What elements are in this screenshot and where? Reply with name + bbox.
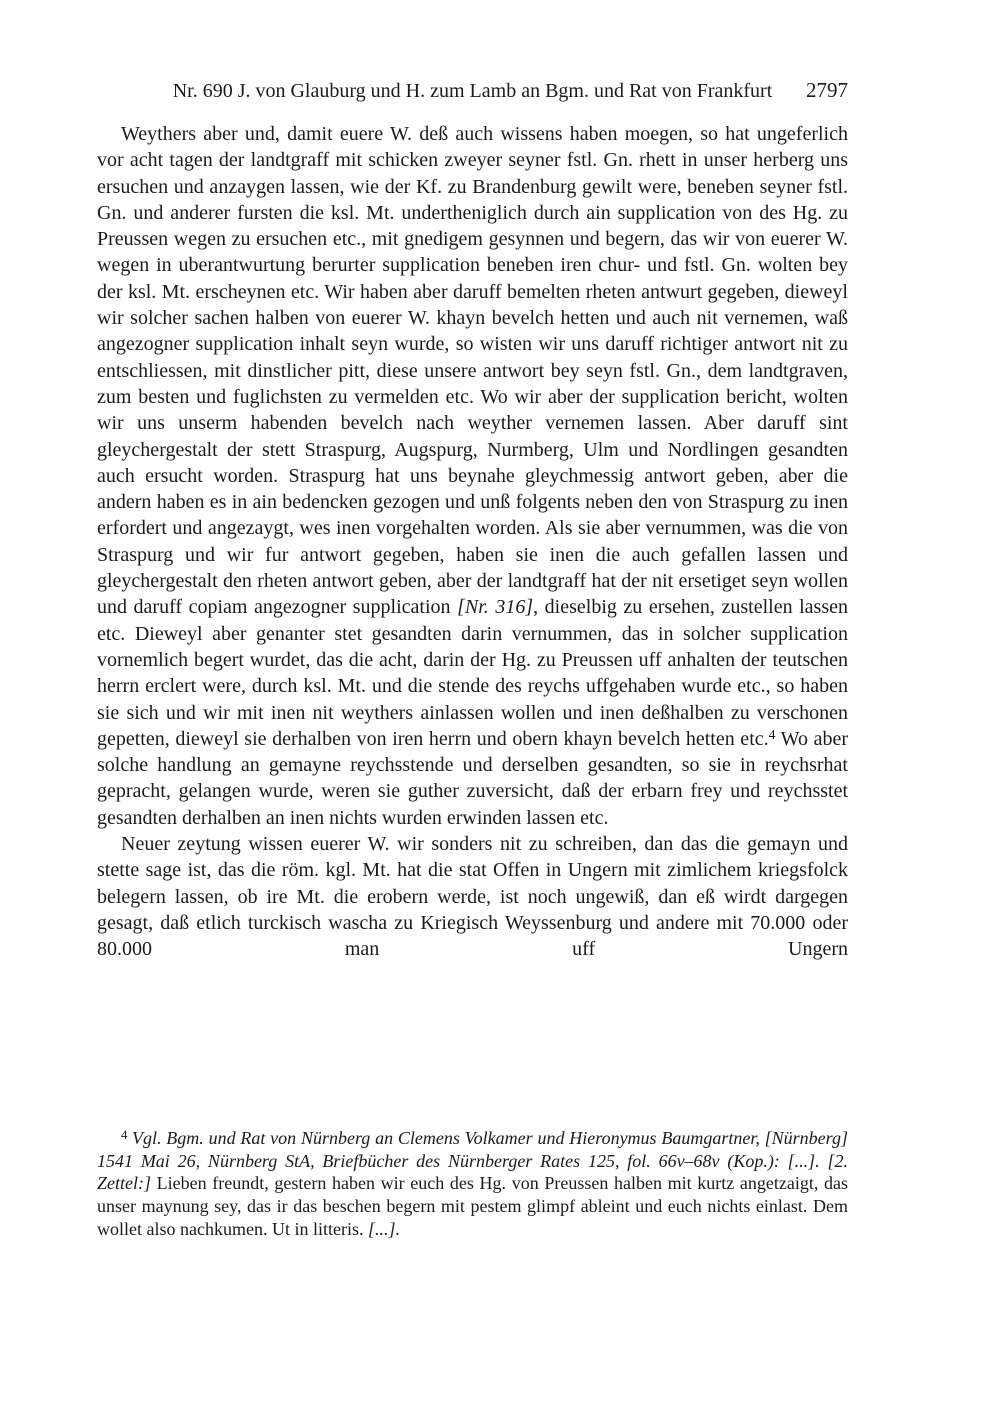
text-segment: Weythers aber und, damit euere W. deß auch wissens haben moegen, so hat ungeferlich vor acht tagen der landtgraff mit schicken zweyer seyner fstl. Gn. rhett in unser herberg uns ersuchen und anzaygen lassen, wie der Kf. zu Brandenburg gewilt were, beneben seyner fstl. Gn. und anderer fursten die ksl. Mt. undertheniglich durch ain supplication von des Hg. zu Preussen wegen zu ersuchen etc., mit gnedigem gesynnen und begern, das wir von euerer W. wegen in uberantwurtung berurter supplication beneben iren chur- und fstl. Gn. wolten bey der ksl. Mt. erscheynen etc. Wir haben aber daruff bemelten rheten antwurt gegeben, dieweyl wir solcher sachen halben von euerer W. khayn bevelch hetten und auch nit vernemen, waß angezogner supplication inhalt seyn wurde, so wisten wir uns daruff richtiger antwort nit zu entschliessen, mit dinstlicher pitt, diese unsere antwort bey seyn fstl. Gn., dem landtgraven, zum besten und fuglichsten zu vermelden etc. Wo wir aber der supplication bericht, wolten wir uns unserm habenden bevelch nach weyther vernemen lassen. Aber daruff sint gleychergestalt der stett Straspurg, Augspurg, Nurmberg, Ulm und Nordlingen gesandten auch ersucht worden. Straspurg hat uns beynahe gleychmessig antwort geben, aber die andern haben es in ain bedencken gezogen und unß folgents neben den von Straspurg zu inen erfordert und angezaygt, wes inen vorgehalten worden. Als sie aber vernummen, was die von Straspurg und wir fur antwort gegeben, haben sie inen die auch gefallen lassen und gleychergestalt den rheten antwort geben, aber der landtgraff hat der nit ersetiget seyn wollen und daruff copiam angezogner supplication	[97, 123, 848, 619]
footnote-reference: 4	[768, 726, 776, 742]
footnote-ellipsis: [...].	[367, 1218, 400, 1239]
paragraph-1	[97, 121, 848, 831]
citation-reference: [Nr. 316]	[457, 596, 534, 619]
running-head: Nr. 690 J. von Glauburg und H. zum Lamb an Bgm. und Rat von Frankfurt	[172, 80, 773, 102]
footnote-text: Lieben freundt, gestern haben wir euch des Hg. von Preussen halben mit kurtz angetzaigt, das unser maynung sey, das ir das beschen begern mit pestem glimpf ableint und euch nichts einlast. Dem wollet also nachkumen. Ut in litteris.	[97, 1173, 848, 1239]
text-segment: Wo aber solche handlung an gemayne reychsstende und derselben gesandten, so sie in reychsrhat gepracht, gelangen wurde, weren sie guther zuversicht, daß der erbarn frey und reychsstet gesandten derhalben an inen nichts wurden erwinden lassen etc.	[97, 727, 848, 829]
page-number: 2797	[806, 78, 848, 102]
paragraph-2	[97, 831, 848, 962]
footnote-4	[97, 1127, 848, 1241]
footnote-section	[97, 1127, 848, 1241]
text-segment: , dieselbig zu ersehen, zustellen lassen etc. Dieweyl aber genanter stet gesandten darin vernummen, das in solcher supplication vornemlich begert wurdet, das die acht, darin der Hg. zu Preussen uff anhalten der teutschen herrn erclert were, durch ksl. Mt. und die stende des reychs uffgehaben wurde etc., so haben sie sich und wir mit inen nit weythers ainlassen wollen und inen deßhalben zu verschonen gepetten, dieweyl sie derhalben von iren herrn und obern khayn bevelch hetten etc.	[97, 596, 848, 750]
body-text	[97, 121, 848, 963]
footnote-citation: Vgl. Bgm. und Rat von Nürnberg an Clemens Volkamer und Hieronymus Baumgartner, [Nürnberg] 1541 Mai 26, Nürnberg StA, Briefbücher des Nürnberger Rates 125, fol. 66v–68v (Kop.): [...]. [2. Zettel:]	[97, 1128, 848, 1194]
footnote-marker: 4	[121, 1126, 128, 1142]
page-header	[97, 79, 848, 103]
text-segment: Neuer zeytung wissen euerer W. wir sonders nit zu schreiben, dan das die gemayn und stette sage ist, das die röm. kgl. Mt. hat die stat Offen in Ungern mit zimlichem kriegsfolck belegern lassen, ob ire Mt. die erobern werde, ist noch ungewiß, dan eß wirdt dargegen gesagt, daß etlich turckisch wascha zu Kriegisch Weyssenburg und andere mit 70.000 oder 80.000 man uff Ungern	[97, 833, 848, 961]
